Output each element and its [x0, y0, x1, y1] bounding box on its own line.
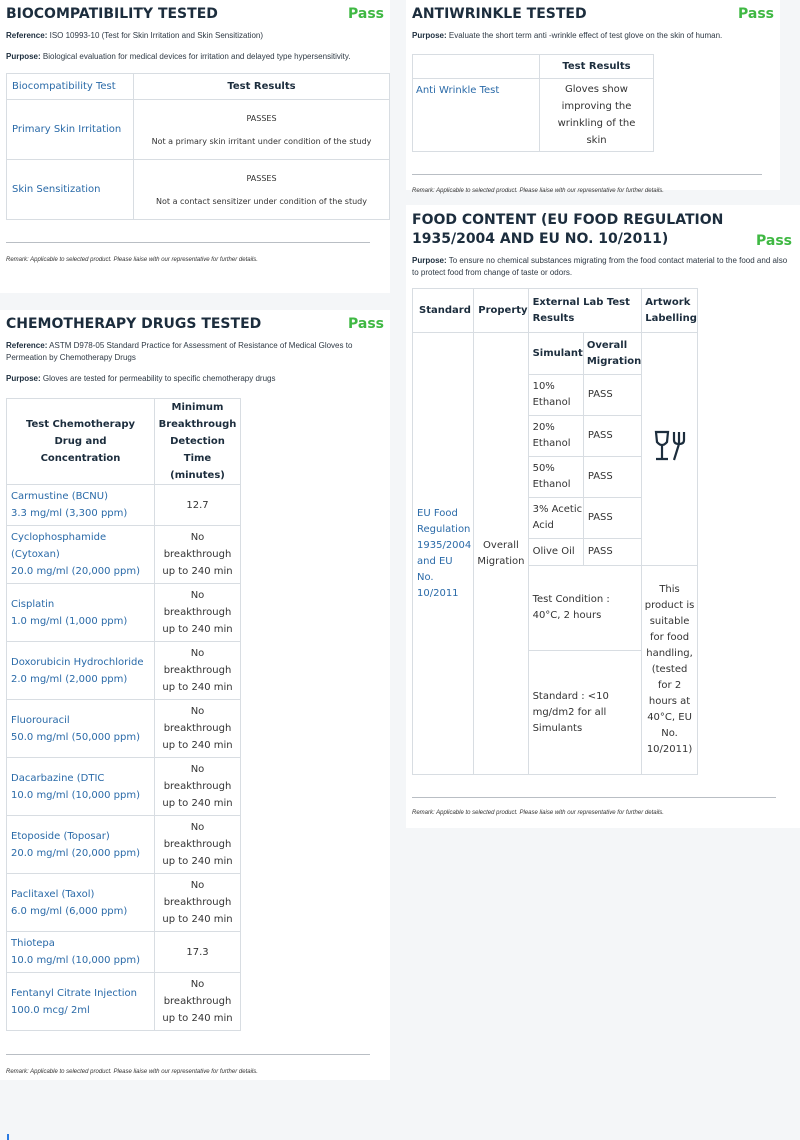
drug-cell	[7, 932, 155, 973]
breakthrough-time: No breakthrough up to 240 min	[155, 700, 241, 758]
remark-text: Remark: Applicable to selected product. Please liaise with our representative for further details.	[6, 257, 258, 263]
simulant-name: 3% Acetic Acid	[528, 498, 583, 539]
reference-label: Reference:	[6, 31, 48, 40]
drug-name: Etoposide (Toposar)	[11, 830, 110, 842]
table-row	[7, 642, 241, 700]
antiwrinkle-status: Pass	[738, 6, 774, 22]
table-header-row	[413, 289, 698, 333]
test-result	[134, 160, 390, 220]
drug-name: Fluorouracil	[11, 714, 70, 726]
food-content-table	[412, 288, 698, 775]
drug-name: Cyclophosphamide (Cytoxan)	[11, 532, 107, 560]
drug-concentration: 2.0 mg/ml (2,000 ppm)	[11, 673, 128, 685]
header-blank	[413, 55, 540, 79]
drug-concentration: 20.0 mg/ml (20,000 ppm)	[11, 566, 141, 577]
test-result	[134, 100, 390, 160]
header-test: Biocompatibility Test	[7, 74, 134, 100]
chemotherapy-table	[6, 398, 241, 1031]
simulant-result: PASS	[583, 416, 641, 457]
header-standard: Standard	[413, 289, 474, 333]
divider	[6, 242, 370, 243]
breakthrough-time: No breakthrough up to 240 min	[155, 642, 241, 700]
purpose-text: Biological evaluation for medical devices for irritation and delayed type hypersensitivity.	[42, 52, 351, 61]
drug-cell	[7, 584, 155, 642]
table-row	[413, 333, 698, 375]
header-simulant: Simulant	[528, 333, 583, 375]
purpose-label: Purpose:	[6, 374, 41, 383]
drug-concentration: 1.0 mg/ml (1,000 ppm)	[11, 615, 128, 627]
drug-cell	[7, 700, 155, 758]
drug-concentration: 20.0 mg/ml (20,000 ppm)	[11, 847, 141, 859]
biocompatibility-purpose	[6, 51, 384, 63]
table-row	[7, 816, 241, 874]
test-name: Skin Sensitization	[7, 160, 134, 220]
food-content-status: Pass	[756, 233, 792, 249]
divider	[6, 1054, 370, 1055]
property-cell: Overall Migration	[474, 333, 528, 775]
drug-name: Fentanyl Citrate Injection	[11, 987, 138, 999]
simulant-name: 20% Ethanol	[528, 416, 583, 457]
table-row	[7, 758, 241, 816]
antiwrinkle-card	[406, 0, 780, 194]
drug-name: Thiotepa	[11, 938, 55, 949]
table-row	[7, 584, 241, 642]
simulant-result: PASS	[583, 375, 641, 416]
breakthrough-time: No breakthrough up to 240 min	[155, 758, 241, 816]
table-header-row	[7, 399, 241, 485]
header-lab-results: External Lab Test Results	[528, 289, 642, 333]
chemotherapy-header	[6, 316, 384, 332]
drug-cell	[7, 485, 155, 526]
purpose-label: Purpose:	[412, 256, 447, 265]
page-marker	[7, 1134, 9, 1140]
simulant-result: PASS	[583, 457, 641, 498]
drug-concentration: 10.0 mg/ml (10,000 ppm)	[11, 955, 141, 966]
table-row	[7, 973, 241, 1031]
breakthrough-time: 12.7	[155, 485, 241, 526]
drug-concentration: 100.0 mcg/ 2ml	[11, 1004, 90, 1016]
chemotherapy-purpose	[6, 373, 384, 385]
test-name: Anti Wrinkle Test	[413, 79, 540, 152]
simulant-name: Olive Oil	[528, 539, 583, 566]
antiwrinkle-purpose	[412, 30, 774, 42]
table-row	[7, 160, 390, 220]
purpose-text: Evaluate the short term anti -wrinkle effect of test glove on the skin of human.	[448, 31, 723, 40]
purpose-text: To ensure no chemical substances migrating from the food contact material to the food and also to protect food from change of taste or odors.	[412, 256, 788, 277]
food-content-header	[412, 211, 794, 249]
standard-cell: EU Food Regulation 1935/2004 and EU No. 10/2011	[413, 333, 474, 775]
drug-name: Cisplatin	[11, 598, 55, 610]
breakthrough-time: No breakthrough up to 240 min	[155, 816, 241, 874]
header-property: Property	[474, 289, 528, 333]
table-row	[7, 874, 241, 932]
biocompatibility-table	[6, 73, 390, 220]
test-condition: Test Condition : 40°C, 2 hours	[528, 566, 642, 651]
header-overall-migration: Overall Migration	[583, 333, 641, 375]
remark-text: Remark: Applicable to selected product. Please liaise with our representative for further details.	[412, 810, 664, 816]
food-safe-glass-fork-icon	[652, 428, 688, 470]
chemotherapy-card	[0, 310, 390, 1080]
divider	[412, 797, 776, 798]
table-row	[7, 526, 241, 584]
biocompatibility-card	[0, 0, 390, 293]
purpose-text: Gloves are tested for permeability to specific chemotherapy drugs	[42, 374, 276, 383]
drug-name: Carmustine (BCNU)	[11, 491, 108, 502]
breakthrough-time: No breakthrough up to 240 min	[155, 874, 241, 932]
food-content-title: FOOD CONTENT (EU FOOD REGULATION 1935/2004 AND EU NO. 10/2011)	[412, 212, 724, 247]
food-content-purpose	[412, 255, 794, 279]
breakthrough-time: No breakthrough up to 240 min	[155, 973, 241, 1031]
divider	[412, 174, 762, 175]
simulant-name: 10% Ethanol	[528, 375, 583, 416]
biocompatibility-reference	[6, 30, 384, 42]
breakthrough-time: 17.3	[155, 932, 241, 973]
result-detail: Not a primary skin irritant under condition of the study	[151, 136, 372, 146]
chemotherapy-reference	[6, 340, 384, 364]
table-row	[7, 485, 241, 526]
antiwrinkle-table	[412, 54, 654, 152]
biocompatibility-header	[6, 6, 384, 22]
standard-limit: Standard : <10 mg/dm2 for all Simulants	[528, 651, 642, 775]
drug-concentration: 3.3 mg/ml (3,300 ppm)	[11, 508, 128, 519]
artwork-icon-cell	[642, 333, 698, 566]
simulant-result: PASS	[583, 498, 641, 539]
antiwrinkle-header	[412, 6, 774, 22]
table-header-row	[413, 55, 654, 79]
reference-text: ASTM D978-05 Standard Practice for Assessment of Resistance of Medical Gloves to Permeation by Chemotherapy Drugs	[6, 341, 353, 362]
drug-concentration: 6.0 mg/ml (6,000 ppm)	[11, 905, 128, 917]
header-drug: Test Chemotherapy Drug and Concentration	[7, 399, 155, 485]
antiwrinkle-title: ANTIWRINKLE TESTED	[412, 6, 587, 22]
chemotherapy-title: CHEMOTHERAPY DRUGS TESTED	[6, 316, 262, 332]
table-row	[413, 79, 654, 152]
simulant-result: PASS	[583, 539, 641, 566]
drug-cell	[7, 642, 155, 700]
drug-cell	[7, 816, 155, 874]
chemotherapy-status: Pass	[348, 316, 384, 332]
biocompatibility-title: BIOCOMPATIBILITY TESTED	[6, 6, 218, 22]
food-content-card	[406, 205, 800, 828]
table-row	[7, 932, 241, 973]
drug-concentration: 50.0 mg/ml (50,000 ppm)	[11, 731, 141, 743]
header-results: Test Results	[540, 55, 654, 79]
result-status: PASSES	[246, 113, 277, 123]
drug-concentration: 10.0 mg/ml (10,000 ppm)	[11, 789, 141, 801]
result-detail: Not a contact sensitizer under condition of the study	[156, 196, 367, 206]
drug-name: Doxorubicin Hydrochloride	[11, 656, 144, 668]
simulant-name: 50% Ethanol	[528, 457, 583, 498]
table-header-row	[7, 74, 390, 100]
remark-text: Remark: Applicable to selected product. Please liaise with our representative for further details.	[412, 188, 664, 194]
test-result: Gloves show improving the wrinkling of the skin	[540, 79, 654, 152]
artwork-label-text: This product is suitable for food handling, (tested for 2 hours at 40°C, EU No. 10/2011)	[642, 566, 698, 775]
purpose-label: Purpose:	[412, 31, 447, 40]
table-row	[7, 100, 390, 160]
result-status: PASSES	[246, 173, 277, 183]
drug-name: Dacarbazine (DTIC	[11, 772, 105, 784]
test-name: Primary Skin Irritation	[7, 100, 134, 160]
reference-text: ISO 10993-10 (Test for Skin Irritation and Skin Sensitization)	[49, 31, 264, 40]
purpose-label: Purpose:	[6, 52, 41, 61]
biocompatibility-status: Pass	[348, 6, 384, 22]
table-row	[7, 700, 241, 758]
drug-name: Paclitaxel (Taxol)	[11, 888, 95, 900]
drug-cell	[7, 526, 155, 584]
remark-text: Remark: Applicable to selected product. Please liaise with our representative for further details.	[6, 1069, 258, 1075]
drug-cell	[7, 874, 155, 932]
drug-cell	[7, 758, 155, 816]
reference-label: Reference:	[6, 341, 48, 350]
header-time: Minimum Breakthrough Detection Time (minutes)	[155, 399, 241, 485]
header-artwork: Artwork Labelling	[642, 289, 698, 333]
breakthrough-time: No breakthrough up to 240 min	[155, 526, 241, 584]
breakthrough-time: No breakthrough up to 240 min	[155, 584, 241, 642]
drug-cell	[7, 973, 155, 1031]
header-results: Test Results	[134, 74, 390, 100]
